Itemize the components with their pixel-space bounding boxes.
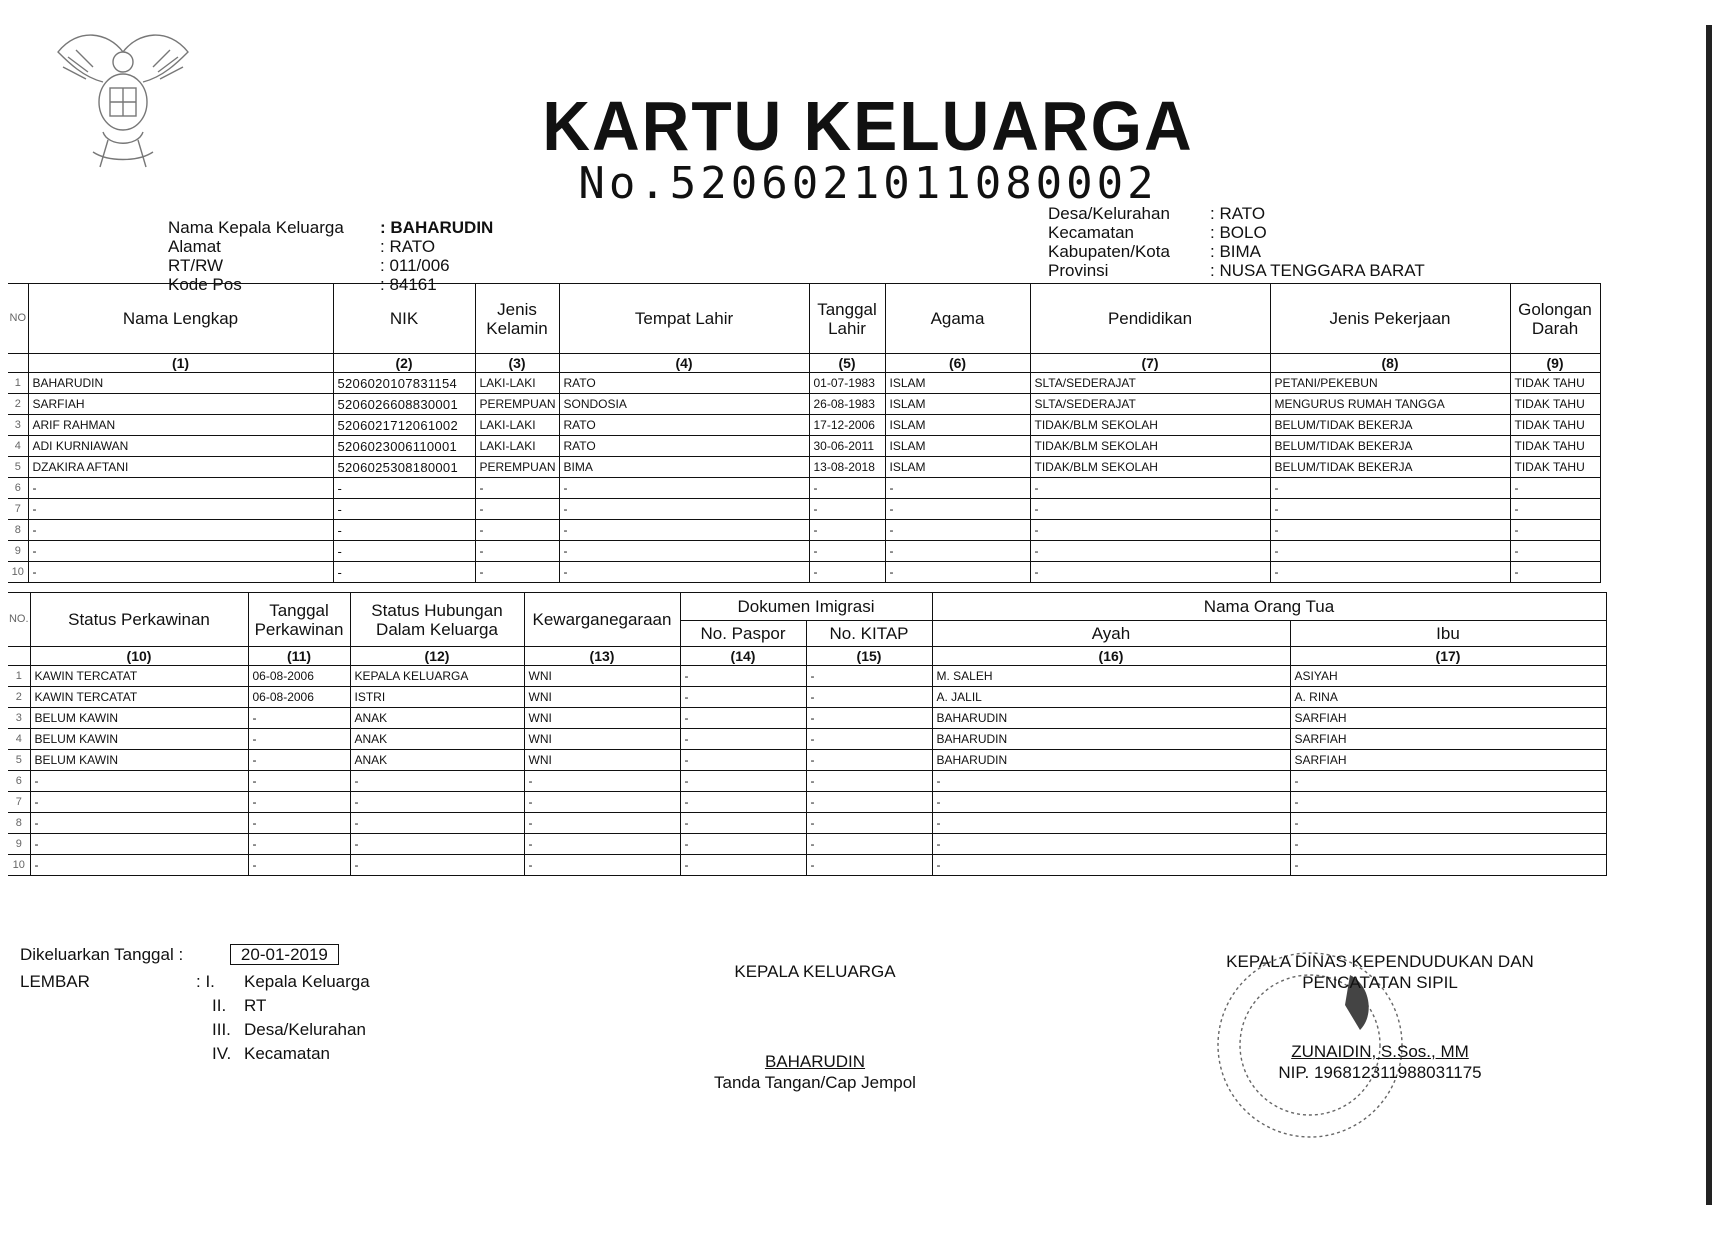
table-cell: - xyxy=(1290,771,1606,792)
table-cell: SARFIAH xyxy=(1290,750,1606,771)
table-cell: KAWIN TERCATAT xyxy=(30,666,248,687)
table-cell: - xyxy=(806,792,932,813)
table-cell: BAHARUDIN xyxy=(932,729,1290,750)
table-cell: - xyxy=(28,478,333,499)
table-cell: TIDAK TAHU xyxy=(1510,394,1600,415)
table-cell: ANAK xyxy=(350,708,524,729)
table-cell: - xyxy=(885,499,1030,520)
table-cell: 5206021712061002 xyxy=(333,415,475,436)
table-cell: - xyxy=(1290,792,1606,813)
table-row xyxy=(8,373,1600,394)
table-cell: - xyxy=(1290,813,1606,834)
lembar-text-4: Kecamatan xyxy=(244,1044,330,1063)
table-row xyxy=(8,771,1606,792)
table-cell: ISLAM xyxy=(885,373,1030,394)
table-cell: RATO xyxy=(559,373,809,394)
table-cell: - xyxy=(885,478,1030,499)
lembar-text-2: RT xyxy=(244,996,267,1015)
table-cell: - xyxy=(680,750,806,771)
table-cell: ISTRI xyxy=(350,687,524,708)
table-cell: - xyxy=(333,562,475,583)
value-kodepos: : 84161 xyxy=(380,275,437,294)
table-row xyxy=(8,457,1600,478)
table-row xyxy=(8,394,1600,415)
table-cell: - xyxy=(932,771,1290,792)
table-cell: TIDAK TAHU xyxy=(1510,373,1600,394)
table-cell: - xyxy=(806,666,932,687)
row-number: 3 xyxy=(8,708,30,729)
table-cell: - xyxy=(1030,499,1270,520)
table-cell: - xyxy=(248,708,350,729)
table-cell: - xyxy=(350,771,524,792)
label-provinsi: Provinsi xyxy=(1048,261,1109,280)
row-number: 2 xyxy=(8,394,28,415)
table-cell: - xyxy=(524,855,680,876)
table-cell: - xyxy=(932,855,1290,876)
table-cell: TIDAK TAHU xyxy=(1510,436,1600,457)
table-cell: - xyxy=(30,771,248,792)
scan-edge xyxy=(1706,25,1712,1205)
lembar-num-1: : I. xyxy=(196,972,215,991)
table-cell: - xyxy=(524,813,680,834)
header-nik: NIK xyxy=(333,284,475,354)
table-cell: - xyxy=(248,771,350,792)
table-cell: 30-06-2011 xyxy=(809,436,885,457)
header-right xyxy=(1048,204,1425,280)
table-cell: KEPALA KELUARGA xyxy=(350,666,524,687)
table-cell: PEREMPUAN xyxy=(475,457,559,478)
table-cell: ISLAM xyxy=(885,394,1030,415)
lembar-text-1: Kepala Keluarga xyxy=(244,972,370,991)
table-cell: - xyxy=(559,478,809,499)
table-cell: - xyxy=(248,750,350,771)
table-cell: - xyxy=(350,834,524,855)
table-row xyxy=(8,708,1606,729)
table-cell: - xyxy=(30,834,248,855)
table-cell: - xyxy=(248,792,350,813)
table-cell: - xyxy=(680,834,806,855)
table-cell: - xyxy=(1030,478,1270,499)
table-row xyxy=(8,729,1606,750)
table-cell: 06-08-2006 xyxy=(248,687,350,708)
table-cell: - xyxy=(1290,855,1606,876)
table-cell: - xyxy=(333,499,475,520)
table-cell: LAKI-LAKI xyxy=(475,436,559,457)
table-cell: BELUM/TIDAK BEKERJA xyxy=(1270,436,1510,457)
table-cell: ANAK xyxy=(350,729,524,750)
row-number: 1 xyxy=(8,666,30,687)
table-cell: - xyxy=(524,771,680,792)
header-golongan-darah: Golongan Darah xyxy=(1510,284,1600,354)
col-number: (14) xyxy=(680,647,806,666)
col-number: (16) xyxy=(932,647,1290,666)
table-cell: LAKI-LAKI xyxy=(475,373,559,394)
table-row xyxy=(8,478,1600,499)
table-cell: RATO xyxy=(559,415,809,436)
table-cell: - xyxy=(809,478,885,499)
table-cell: - xyxy=(475,499,559,520)
table-row xyxy=(8,687,1606,708)
header-ayah: Ayah xyxy=(932,621,1290,647)
value-desa: : RATO xyxy=(1210,204,1266,223)
table-cell: - xyxy=(30,813,248,834)
family-members-table xyxy=(8,283,1601,583)
row-number: 7 xyxy=(8,792,30,813)
table-cell: ISLAM xyxy=(885,415,1030,436)
issued-label: Dikeluarkan Tanggal : xyxy=(20,945,184,964)
table-cell: - xyxy=(680,813,806,834)
table-cell: A. RINA xyxy=(1290,687,1606,708)
row-number: 8 xyxy=(8,813,30,834)
header-tempat-lahir: Tempat Lahir xyxy=(559,284,809,354)
table-cell: M. SALEH xyxy=(932,666,1290,687)
table-cell: - xyxy=(28,520,333,541)
dinas-nip: NIP. 196812311988031175 xyxy=(1278,1063,1482,1082)
header-no-2: NO. xyxy=(8,593,30,647)
table-cell: - xyxy=(248,813,350,834)
value-nama-kepala: : BAHARUDIN xyxy=(380,218,494,237)
label-desa: Desa/Kelurahan xyxy=(1048,204,1170,223)
header-kewarganegaraan: Kewarganegaraan xyxy=(524,593,680,647)
table-cell: - xyxy=(1270,541,1510,562)
table-cell: RATO xyxy=(559,436,809,457)
table-cell: - xyxy=(1510,478,1600,499)
table-row xyxy=(8,834,1606,855)
row-number: 2 xyxy=(8,687,30,708)
header-status-hubungan: Status Hubungan Dalam Keluarga xyxy=(350,593,524,647)
table-cell: 5206023006110001 xyxy=(333,436,475,457)
row-number: 5 xyxy=(8,457,28,478)
table-row xyxy=(8,436,1600,457)
row-number: 8 xyxy=(8,520,28,541)
table-cell: - xyxy=(932,813,1290,834)
col-number: (6) xyxy=(885,354,1030,373)
table-cell: - xyxy=(885,520,1030,541)
header-jenis-kelamin: Jenis Kelamin xyxy=(475,284,559,354)
header-ibu: Ibu xyxy=(1290,621,1606,647)
label-nama-kepala: Nama Kepala Keluarga xyxy=(168,218,344,237)
table-cell: 5206020107831154 xyxy=(333,373,475,394)
header-agama: Agama xyxy=(885,284,1030,354)
table-cell: - xyxy=(806,708,932,729)
header-pekerjaan: Jenis Pekerjaan xyxy=(1270,284,1510,354)
table-cell: BAHARUDIN xyxy=(932,750,1290,771)
table-cell: - xyxy=(559,562,809,583)
table-cell: - xyxy=(524,834,680,855)
table-row xyxy=(8,499,1600,520)
lembar-label: LEMBAR xyxy=(20,972,90,991)
table-cell: - xyxy=(885,562,1030,583)
lembar-num-4: IV. xyxy=(212,1044,232,1063)
table-row xyxy=(8,520,1600,541)
table-cell: SONDOSIA xyxy=(559,394,809,415)
kepala-keluarga-name: BAHARUDIN xyxy=(764,1052,866,1071)
row-number: 4 xyxy=(8,436,28,457)
table-cell: - xyxy=(1510,562,1600,583)
table-cell: - xyxy=(1270,562,1510,583)
table-row xyxy=(8,415,1600,436)
row-number: 9 xyxy=(8,834,30,855)
table-cell: - xyxy=(28,562,333,583)
col-number: (13) xyxy=(524,647,680,666)
table-cell: WNI xyxy=(524,687,680,708)
table-row xyxy=(8,813,1606,834)
header-status-perkawinan: Status Perkawinan xyxy=(30,593,248,647)
table-cell: WNI xyxy=(524,729,680,750)
table-cell: - xyxy=(1270,499,1510,520)
col-number: (8) xyxy=(1270,354,1510,373)
table-cell: - xyxy=(475,478,559,499)
table-cell: - xyxy=(30,855,248,876)
table-cell: TIDAK TAHU xyxy=(1510,415,1600,436)
value-provinsi: : NUSA TENGGARA BARAT xyxy=(1210,261,1425,280)
table-cell: - xyxy=(680,666,806,687)
table-cell: - xyxy=(475,520,559,541)
table-cell: WNI xyxy=(524,666,680,687)
table-cell: - xyxy=(248,834,350,855)
header-no-paspor: No. Paspor xyxy=(680,621,806,647)
table-cell: - xyxy=(806,687,932,708)
table-cell: - xyxy=(30,792,248,813)
dinas-name: ZUNAIDIN, S.Sos., MM xyxy=(1291,1042,1469,1061)
row-number: 6 xyxy=(8,771,30,792)
table-cell: - xyxy=(680,771,806,792)
table-cell: - xyxy=(475,562,559,583)
row-number: 6 xyxy=(8,478,28,499)
table-row xyxy=(8,750,1606,771)
family-status-table xyxy=(8,592,1607,876)
value-alamat: : RATO xyxy=(380,237,436,256)
table-cell: TIDAK/BLM SEKOLAH xyxy=(1030,457,1270,478)
document-title: KARTU KELUARGA xyxy=(542,87,1194,165)
col-number: (12) xyxy=(350,647,524,666)
table-cell: - xyxy=(932,792,1290,813)
col-number: (1) xyxy=(28,354,333,373)
table-cell: A. JALIL xyxy=(932,687,1290,708)
table-cell: WNI xyxy=(524,750,680,771)
table-cell: - xyxy=(559,499,809,520)
table-cell: - xyxy=(559,541,809,562)
table-cell: - xyxy=(559,520,809,541)
table-cell: - xyxy=(806,855,932,876)
table-cell: - xyxy=(1030,520,1270,541)
table-cell: BELUM KAWIN xyxy=(30,750,248,771)
table-cell: - xyxy=(333,520,475,541)
table-cell: ARIF RAHMAN xyxy=(28,415,333,436)
header-nama-orang-tua: Nama Orang Tua xyxy=(932,593,1606,621)
lembar-num-3: III. xyxy=(212,1020,231,1039)
table-cell: PETANI/PEKEBUN xyxy=(1270,373,1510,394)
table-cell: 5206026608830001 xyxy=(333,394,475,415)
table-cell: - xyxy=(333,541,475,562)
table-cell: 13-08-2018 xyxy=(809,457,885,478)
table-cell: - xyxy=(809,520,885,541)
col-number: (7) xyxy=(1030,354,1270,373)
table-row xyxy=(8,666,1606,687)
table-cell: - xyxy=(248,855,350,876)
table-cell: SARFIAH xyxy=(1290,708,1606,729)
table-cell: - xyxy=(1510,520,1600,541)
label-kecamatan: Kecamatan xyxy=(1048,223,1134,242)
table-cell: - xyxy=(680,687,806,708)
table-cell: - xyxy=(885,541,1030,562)
table-cell: - xyxy=(809,562,885,583)
table-row xyxy=(8,541,1600,562)
col-number: (11) xyxy=(248,647,350,666)
kepala-keluarga-title: KEPALA KELUARGA xyxy=(734,962,896,981)
header-pendidikan: Pendidikan xyxy=(1030,284,1270,354)
table-cell: DZAKIRA AFTANI xyxy=(28,457,333,478)
table-cell: 01-07-1983 xyxy=(809,373,885,394)
table-cell: SARFIAH xyxy=(1290,729,1606,750)
table-cell: ISLAM xyxy=(885,436,1030,457)
header-tanggal-perkawinan: Tanggal Perkawinan xyxy=(248,593,350,647)
table-cell: - xyxy=(806,834,932,855)
row-number: 1 xyxy=(8,373,28,394)
label-alamat: Alamat xyxy=(168,237,221,256)
label-rtrw: RT/RW xyxy=(168,256,224,275)
table-cell: 26-08-1983 xyxy=(809,394,885,415)
lembar-text-3: Desa/Kelurahan xyxy=(244,1020,366,1039)
lembar-num-2: II. xyxy=(212,996,227,1015)
table-cell: - xyxy=(1270,478,1510,499)
label-kodepos: Kode Pos xyxy=(168,275,242,294)
table-cell: - xyxy=(248,729,350,750)
col-number: (3) xyxy=(475,354,559,373)
table-cell: - xyxy=(1510,499,1600,520)
dinas-title-2: PENCATATAN SIPIL xyxy=(1302,973,1458,992)
table-cell: LAKI-LAKI xyxy=(475,415,559,436)
issued-date-row xyxy=(20,945,339,965)
dinas-title-1: KEPALA DINAS KEPENDUDUKAN DAN xyxy=(1226,952,1534,971)
table-cell: - xyxy=(350,792,524,813)
table-cell: - xyxy=(524,792,680,813)
table-cell: - xyxy=(333,478,475,499)
table-row xyxy=(8,792,1606,813)
table-cell: - xyxy=(809,541,885,562)
kk-number: No.5206021011080002 xyxy=(578,158,1158,209)
table-cell: BIMA xyxy=(559,457,809,478)
table-cell: - xyxy=(1030,562,1270,583)
header-dokumen-imigrasi: Dokumen Imigrasi xyxy=(680,593,932,621)
table-cell: TIDAK/BLM SEKOLAH xyxy=(1030,436,1270,457)
kepala-keluarga-caption: Tanda Tangan/Cap Jempol xyxy=(714,1073,916,1092)
table-row xyxy=(8,562,1600,583)
table-cell: SLTA/SEDERAJAT xyxy=(1030,373,1270,394)
table-cell: TIDAK/BLM SEKOLAH xyxy=(1030,415,1270,436)
table-cell: - xyxy=(806,813,932,834)
row-number: 3 xyxy=(8,415,28,436)
row-number: 7 xyxy=(8,499,28,520)
value-kecamatan: : BOLO xyxy=(1210,223,1267,242)
table-cell: ANAK xyxy=(350,750,524,771)
table-cell: 06-08-2006 xyxy=(248,666,350,687)
col-number: (4) xyxy=(559,354,809,373)
table-cell: - xyxy=(680,792,806,813)
table-cell: 17-12-2006 xyxy=(809,415,885,436)
table-cell: 5206025308180001 xyxy=(333,457,475,478)
table-cell: SARFIAH xyxy=(28,394,333,415)
table-cell: KAWIN TERCATAT xyxy=(30,687,248,708)
row-number: 9 xyxy=(8,541,28,562)
table-cell: BAHARUDIN xyxy=(28,373,333,394)
col-number: (10) xyxy=(30,647,248,666)
table-cell: ISLAM xyxy=(885,457,1030,478)
table-cell: - xyxy=(680,855,806,876)
col-number-empty xyxy=(8,647,30,666)
table-cell: - xyxy=(1510,541,1600,562)
lembar-list xyxy=(196,970,370,1066)
row-number: 4 xyxy=(8,729,30,750)
table-cell: - xyxy=(1270,520,1510,541)
label-kabupaten: Kabupaten/Kota xyxy=(1048,242,1170,261)
col-number: (5) xyxy=(809,354,885,373)
table-cell: - xyxy=(1030,541,1270,562)
row-number: 10 xyxy=(8,562,28,583)
table-cell: - xyxy=(932,834,1290,855)
table-cell: - xyxy=(350,855,524,876)
table-cell: SLTA/SEDERAJAT xyxy=(1030,394,1270,415)
table-cell: - xyxy=(680,729,806,750)
row-number: 5 xyxy=(8,750,30,771)
table-cell: ASIYAH xyxy=(1290,666,1606,687)
table-cell: - xyxy=(806,771,932,792)
table-cell: TIDAK TAHU xyxy=(1510,457,1600,478)
table-cell: BAHARUDIN xyxy=(932,708,1290,729)
table-cell: MENGURUS RUMAH TANGGA xyxy=(1270,394,1510,415)
table-cell: - xyxy=(680,708,806,729)
table-cell: BELUM/TIDAK BEKERJA xyxy=(1270,415,1510,436)
table-cell: WNI xyxy=(524,708,680,729)
table-cell: PEREMPUAN xyxy=(475,394,559,415)
table-cell: ADI KURNIAWAN xyxy=(28,436,333,457)
issued-date: 20-01-2019 xyxy=(230,944,339,965)
table-cell: - xyxy=(28,499,333,520)
col-number: (2) xyxy=(333,354,475,373)
table-cell: - xyxy=(809,499,885,520)
col-number: (17) xyxy=(1290,647,1606,666)
table-cell: - xyxy=(1290,834,1606,855)
row-number: 10 xyxy=(8,855,30,876)
header-tanggal-lahir: Tanggal Lahir xyxy=(809,284,885,354)
table-cell: BELUM KAWIN xyxy=(30,708,248,729)
col-number: (15) xyxy=(806,647,932,666)
table-row xyxy=(8,855,1606,876)
table-cell: - xyxy=(806,750,932,771)
value-rtrw: : 011/006 xyxy=(380,256,450,275)
table-cell: BELUM/TIDAK BEKERJA xyxy=(1270,457,1510,478)
header-no-kitap: No. KITAP xyxy=(806,621,932,647)
header-nama: Nama Lengkap xyxy=(28,284,333,354)
header-no: NO xyxy=(8,284,28,354)
value-kabupaten: : BIMA xyxy=(1210,242,1262,261)
table-cell: BELUM KAWIN xyxy=(30,729,248,750)
table-cell: - xyxy=(806,729,932,750)
table-cell: - xyxy=(28,541,333,562)
col-number: (9) xyxy=(1510,354,1600,373)
table-cell: - xyxy=(475,541,559,562)
table-cell: - xyxy=(350,813,524,834)
col-number-empty xyxy=(8,354,28,373)
